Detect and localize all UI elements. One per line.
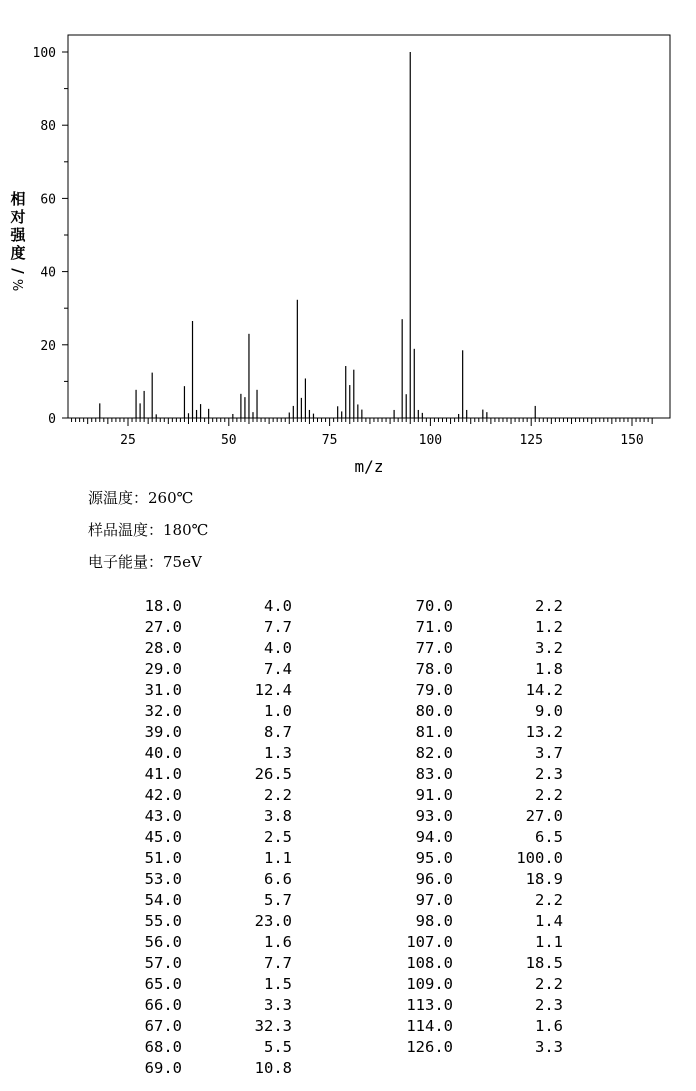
peak-mz: 41.0 xyxy=(144,765,182,783)
peak-mz: 93.0 xyxy=(415,807,453,825)
x-tick-label: 50 xyxy=(220,433,237,448)
peak-mz: 43.0 xyxy=(144,807,182,825)
peak-intensity: 3.7 xyxy=(535,744,563,762)
peak-intensity: 27.0 xyxy=(525,807,563,825)
peak-mz: 31.0 xyxy=(144,681,182,699)
peak-mz: 32.0 xyxy=(144,702,182,720)
peak-mz: 94.0 xyxy=(415,828,453,846)
x-axis xyxy=(72,418,653,448)
peak-intensity: 2.3 xyxy=(535,996,563,1014)
y-axis-label-char: / xyxy=(9,268,27,274)
peak-intensity: 32.3 xyxy=(254,1017,292,1035)
peak-intensity: 1.1 xyxy=(535,933,563,951)
peak-intensity: 3.8 xyxy=(264,807,292,825)
peak-intensity: 1.5 xyxy=(264,975,292,993)
y-tick-label: 40 xyxy=(40,265,56,281)
peak-mz: 70.0 xyxy=(415,597,453,615)
peak-intensity: 18.9 xyxy=(525,870,563,888)
y-axis-label-char: 相 xyxy=(10,190,26,208)
peak-intensity: 5.7 xyxy=(264,891,292,909)
peak-intensity: 6.5 xyxy=(535,828,563,846)
peak-mz: 82.0 xyxy=(415,744,453,762)
peak-intensity: 1.3 xyxy=(264,744,292,762)
peak-mz: 77.0 xyxy=(415,639,453,657)
peak-mz: 71.0 xyxy=(415,618,453,636)
y-axis-label-char: 对 xyxy=(10,208,26,226)
peak-mz: 29.0 xyxy=(144,660,182,678)
x-axis-label: m/z xyxy=(354,457,384,476)
peak-intensity: 1.2 xyxy=(535,618,563,636)
peak-intensity: 6.6 xyxy=(264,870,292,888)
x-tick-label: 150 xyxy=(620,433,644,448)
peak-mz: 27.0 xyxy=(144,618,182,636)
peak-intensity: 9.0 xyxy=(535,702,563,720)
peak-mz: 114.0 xyxy=(406,1017,453,1035)
peak-mz: 65.0 xyxy=(144,975,182,993)
peak-mz: 83.0 xyxy=(415,765,453,783)
peak-mz: 45.0 xyxy=(144,828,182,846)
peak-intensity: 2.2 xyxy=(264,786,292,804)
peak-intensity: 1.6 xyxy=(535,1017,563,1035)
x-tick-label: 25 xyxy=(120,433,136,448)
peak-intensity: 1.8 xyxy=(535,660,563,678)
peak-intensity: 1.0 xyxy=(264,702,292,720)
peak-intensity: 3.3 xyxy=(264,996,292,1014)
peak-intensity: 26.5 xyxy=(254,765,292,783)
peak-intensity: 2.3 xyxy=(535,765,563,783)
peak-mz: 53.0 xyxy=(144,870,182,888)
peak-mz: 109.0 xyxy=(406,975,453,993)
mass-spectrum-chart xyxy=(0,0,696,480)
x-tick-label: 125 xyxy=(519,433,543,448)
peak-mz: 55.0 xyxy=(144,912,182,930)
peak-intensity: 2.2 xyxy=(535,891,563,909)
peak-mz: 56.0 xyxy=(144,933,182,951)
peak-mz: 40.0 xyxy=(144,744,182,762)
peak-mz: 126.0 xyxy=(406,1038,453,1056)
y-tick-label: 100 xyxy=(32,46,56,61)
peak-mz: 42.0 xyxy=(144,786,182,804)
peak-intensity: 4.0 xyxy=(264,639,292,657)
y-axis-label-char: % xyxy=(9,278,24,292)
x-tick-label: 75 xyxy=(321,433,338,448)
peak-mz: 28.0 xyxy=(144,639,182,657)
y-tick-label: 80 xyxy=(40,119,56,135)
peak-intensity: 13.2 xyxy=(525,723,563,741)
y-axis xyxy=(33,46,68,427)
y-tick-label: 0 xyxy=(48,412,56,427)
peak-mz: 39.0 xyxy=(144,723,182,741)
x-tick-label: 100 xyxy=(418,433,443,448)
peak-intensity: 2.5 xyxy=(264,828,292,846)
spectrum-peaks xyxy=(100,52,535,418)
peak-intensity: 4.0 xyxy=(264,597,292,615)
peak-mz: 78.0 xyxy=(415,660,453,678)
peak-intensity: 2.2 xyxy=(535,975,563,993)
peak-intensity: 12.4 xyxy=(254,681,292,699)
peak-mz: 79.0 xyxy=(415,681,453,699)
plot-frame xyxy=(68,35,670,418)
source-temperature: 源温度：260℃ xyxy=(88,489,194,507)
peak-mz: 91.0 xyxy=(415,786,453,804)
electron-energy: 电子能量：75eV xyxy=(88,553,202,571)
peak-intensity: 18.5 xyxy=(525,954,563,972)
peak-mz: 51.0 xyxy=(144,849,182,867)
peak-intensity: 7.7 xyxy=(264,618,292,636)
y-axis-label-char: 度 xyxy=(10,244,26,262)
peak-mz: 113.0 xyxy=(406,996,453,1014)
peak-mz: 108.0 xyxy=(406,954,453,972)
peak-intensity: 3.3 xyxy=(535,1038,563,1056)
peak-intensity: 14.2 xyxy=(525,681,563,699)
peak-intensity: 5.5 xyxy=(264,1038,292,1056)
peak-mz: 95.0 xyxy=(415,849,453,867)
peak-mz: 80.0 xyxy=(415,702,453,720)
peak-intensity: 8.7 xyxy=(264,723,292,741)
peak-intensity: 100.0 xyxy=(516,849,563,867)
peak-mz: 54.0 xyxy=(144,891,182,909)
peak-intensity: 23.0 xyxy=(254,912,292,930)
peak-mz: 69.0 xyxy=(144,1059,182,1077)
peak-mz: 81.0 xyxy=(415,723,453,741)
peak-intensity: 2.2 xyxy=(535,786,563,804)
peak-mz: 97.0 xyxy=(415,891,453,909)
peak-intensity: 10.8 xyxy=(254,1059,292,1077)
peak-intensity: 7.7 xyxy=(264,954,292,972)
sample-temperature: 样品温度：180℃ xyxy=(88,521,209,539)
peak-intensity: 1.4 xyxy=(535,912,563,930)
peak-intensity: 3.2 xyxy=(535,639,563,657)
peak-intensity: 2.2 xyxy=(535,597,563,615)
peak-mz: 107.0 xyxy=(406,933,453,951)
peak-mz: 96.0 xyxy=(415,870,453,888)
peak-mz: 66.0 xyxy=(144,996,182,1014)
y-axis-label xyxy=(9,190,27,291)
peak-mz: 18.0 xyxy=(144,597,182,615)
peak-mz: 57.0 xyxy=(144,954,182,972)
peak-intensity: 1.1 xyxy=(264,849,292,867)
y-axis-label-char: 强 xyxy=(10,226,26,244)
peak-mz: 68.0 xyxy=(144,1038,182,1056)
peak-intensity: 7.4 xyxy=(264,660,292,678)
peak-mz: 98.0 xyxy=(415,912,453,930)
peak-mz: 67.0 xyxy=(144,1017,182,1035)
y-tick-label: 20 xyxy=(40,338,56,354)
peak-intensity: 1.6 xyxy=(264,933,292,951)
y-tick-label: 60 xyxy=(40,192,56,208)
